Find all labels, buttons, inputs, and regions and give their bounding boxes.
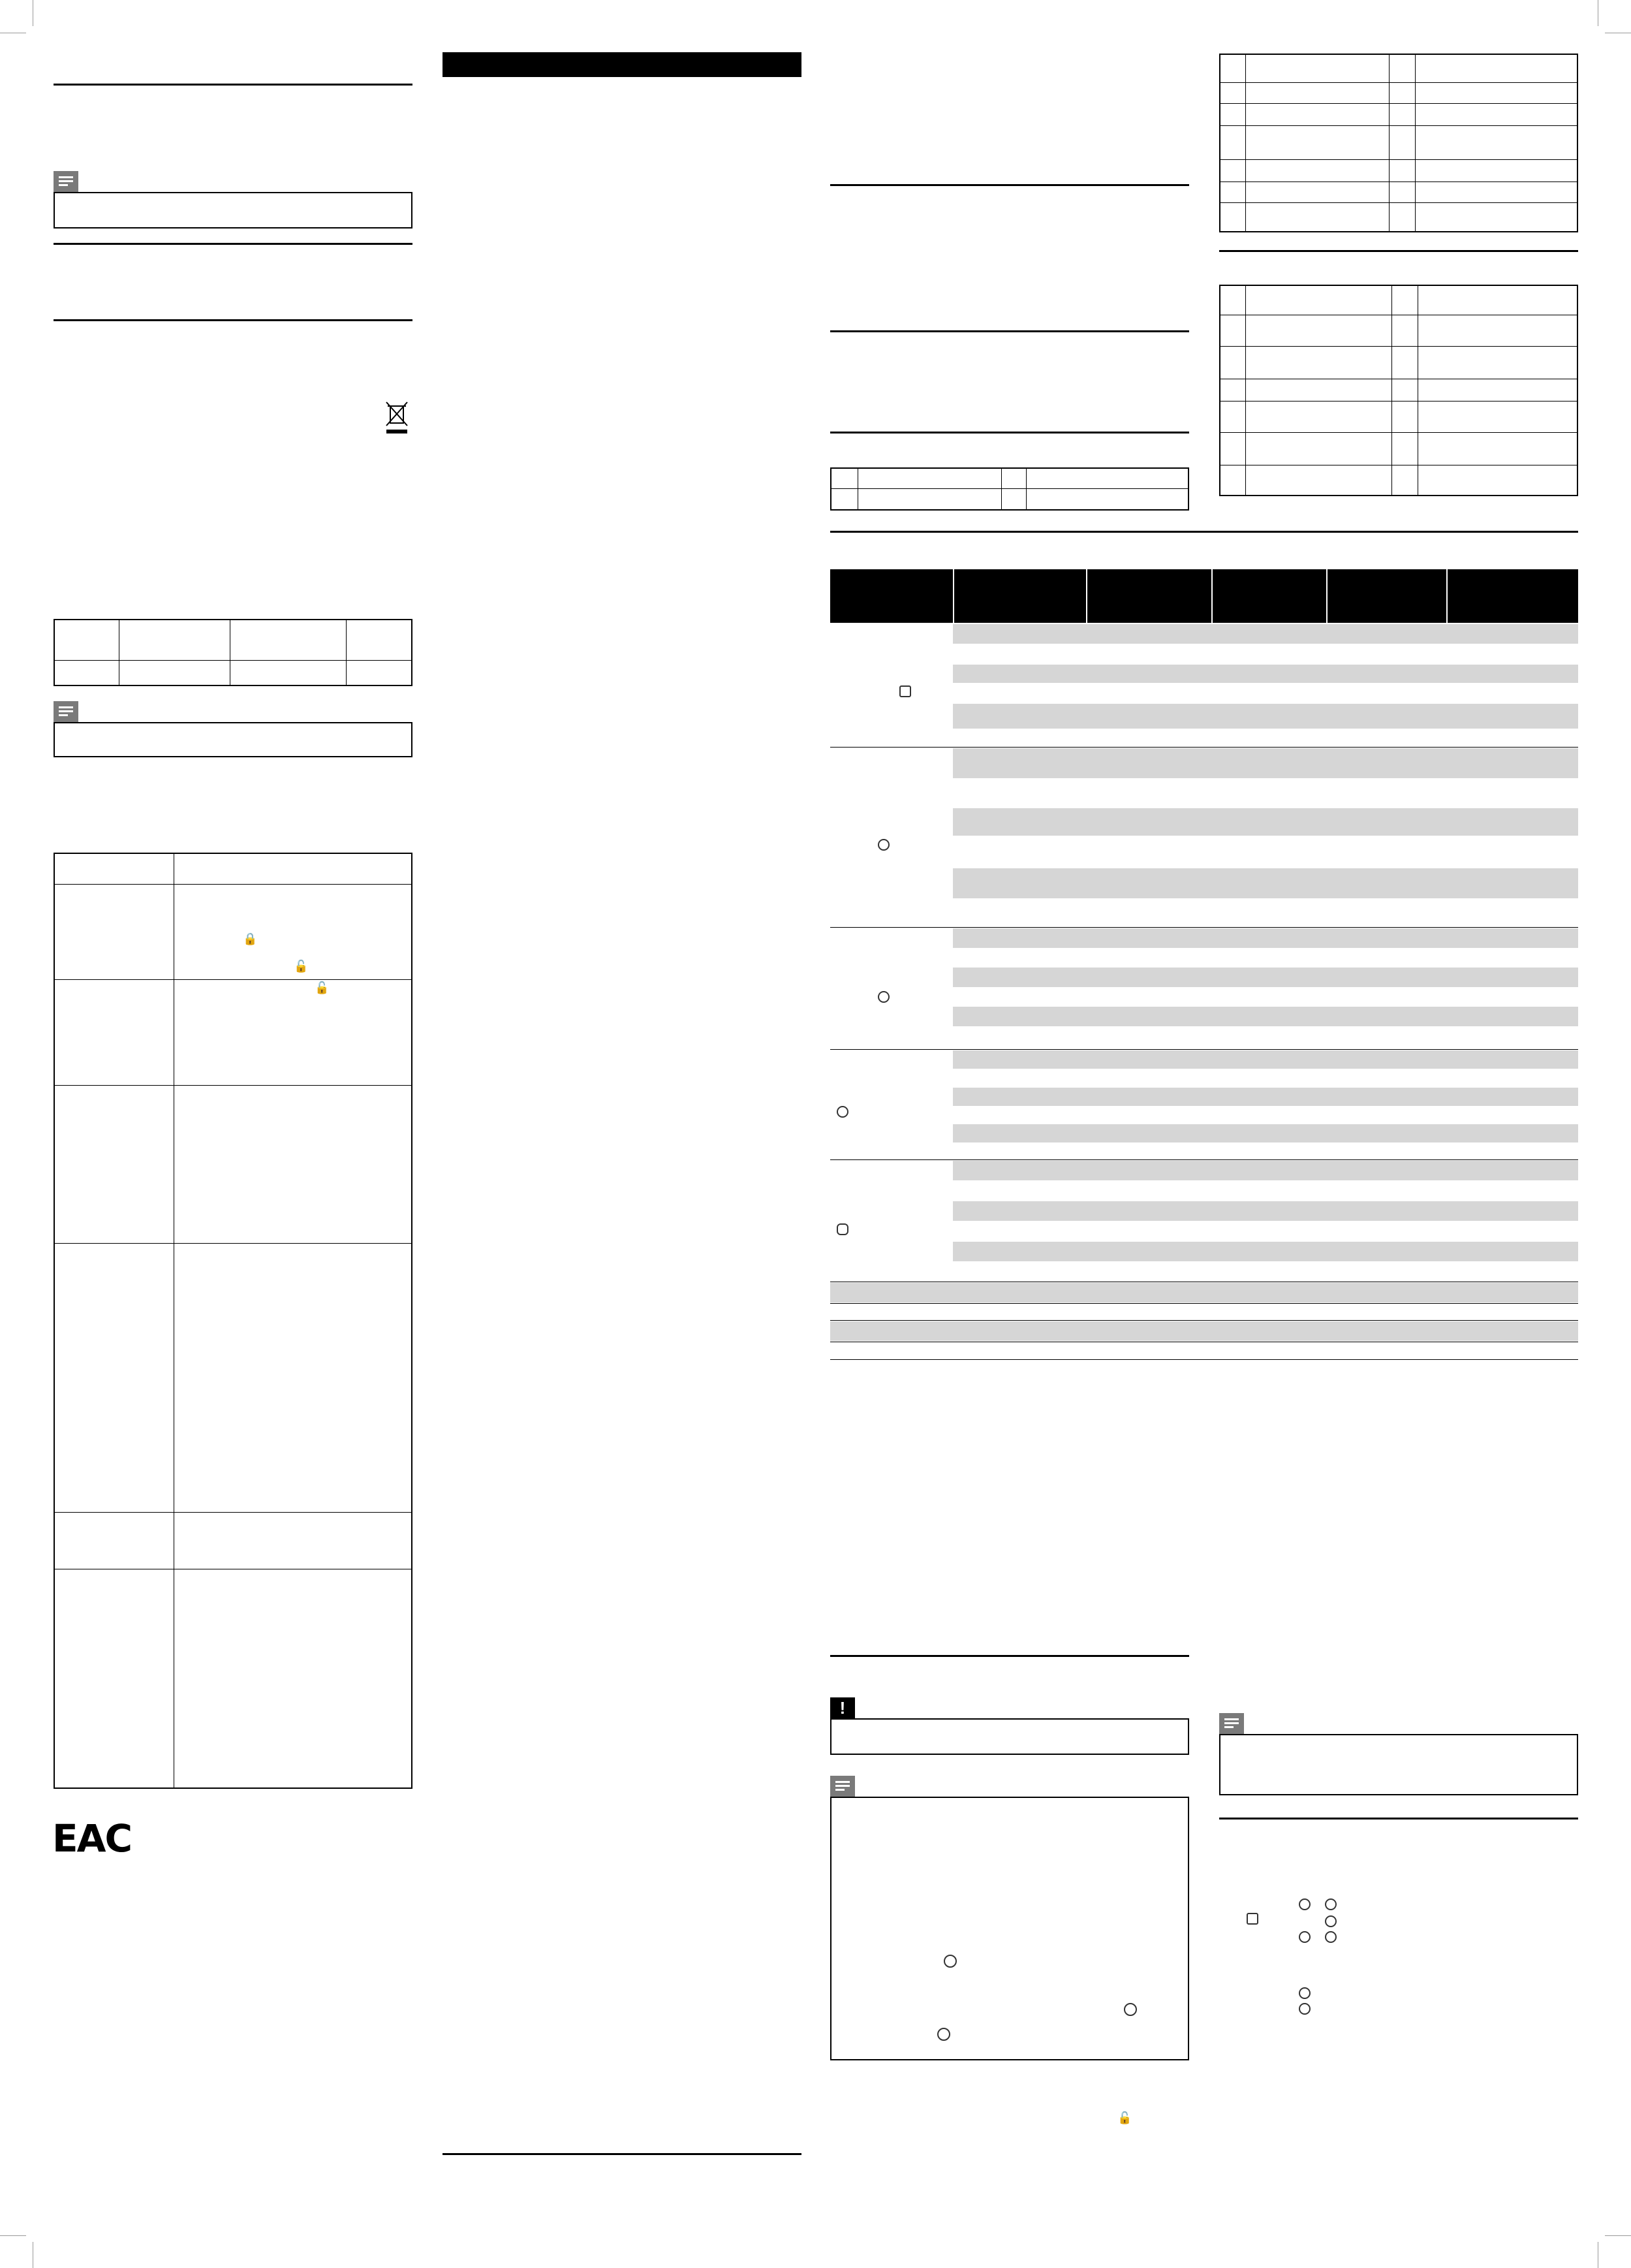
table-row-divider <box>1219 346 1578 347</box>
table-col-divider <box>1245 285 1246 496</box>
header-col-divider <box>1326 569 1328 623</box>
table-row-divider <box>1219 401 1578 402</box>
table-row-divider <box>54 1085 412 1086</box>
header-col-divider <box>1086 569 1087 623</box>
unlock-icon: 🔓 <box>294 960 309 973</box>
header-col-divider <box>1211 569 1213 623</box>
program-icon <box>899 685 911 697</box>
table-row <box>953 1242 1578 1261</box>
section-rule <box>443 2153 801 2155</box>
crop-mark <box>0 2235 26 2236</box>
table-row <box>953 1201 1578 1221</box>
table-row-divider <box>1219 432 1578 433</box>
lock-icon: 🔒 <box>243 932 258 946</box>
table-row <box>953 868 1578 898</box>
confirm-icon <box>1325 1915 1337 1927</box>
eac-mark: EAC <box>52 1816 132 1861</box>
crop-mark <box>1605 2235 1631 2236</box>
row-divider <box>830 1303 1578 1304</box>
confirm-icon <box>1299 1931 1311 1943</box>
confirm-icon <box>1325 1931 1337 1943</box>
table-col-divider <box>1026 467 1027 511</box>
note-box <box>1219 1734 1578 1795</box>
confirm-icon <box>1299 1898 1311 1910</box>
program-icon <box>837 1106 848 1118</box>
section-rule <box>830 330 1189 332</box>
table-row-divider <box>54 660 412 661</box>
table-row-divider <box>1219 125 1578 126</box>
table-col-divider <box>1245 54 1246 232</box>
unlock-icon: 🔓 <box>315 981 330 995</box>
section-rule <box>830 184 1189 186</box>
warning-icon: ! <box>830 1697 855 1718</box>
group-divider <box>830 1049 1578 1050</box>
table-col-divider <box>1415 54 1416 232</box>
crossed-bin-icon <box>385 400 409 435</box>
program-icon <box>878 839 890 851</box>
table-row <box>953 928 1578 948</box>
table-row-divider <box>1219 159 1578 160</box>
parts-table <box>1219 54 1578 232</box>
timer-icon <box>1124 2003 1137 2016</box>
program-icon <box>878 991 890 1003</box>
table-row-divider <box>54 1243 412 1244</box>
table-col-divider <box>346 619 347 686</box>
section-rule <box>830 432 1189 433</box>
note-icon <box>54 171 78 192</box>
table-header <box>830 569 1578 623</box>
table-row <box>953 665 1578 683</box>
table-row <box>953 1161 1578 1180</box>
group-divider <box>830 927 1578 928</box>
section-rule <box>54 319 412 321</box>
unlock-icon: 🔓 <box>1117 2111 1132 2125</box>
note-box <box>830 1797 1189 2060</box>
table-row <box>953 1124 1578 1142</box>
header-col-divider <box>953 569 954 623</box>
table-col-divider <box>1391 285 1392 496</box>
table-row <box>953 1050 1578 1069</box>
section-rule <box>1219 1818 1578 1819</box>
troubleshooting-table <box>54 853 412 1789</box>
note-box <box>54 192 412 228</box>
confirm-icon <box>1299 2003 1311 2015</box>
group-divider <box>830 747 1578 748</box>
table-row <box>830 1321 1578 1341</box>
table-row-divider <box>1219 82 1578 83</box>
section-rule <box>830 531 1578 533</box>
table-row-divider <box>1219 103 1578 104</box>
table-row <box>953 968 1578 987</box>
confirm-icon <box>1325 1898 1337 1910</box>
table-row <box>953 624 1578 644</box>
table-col-divider <box>1001 467 1002 511</box>
table-row <box>953 1088 1578 1106</box>
program-icon <box>837 1223 848 1235</box>
note-box <box>54 722 412 757</box>
table-row-divider <box>1219 181 1578 182</box>
note-icon <box>54 701 78 722</box>
table-bottom <box>830 1359 1578 1360</box>
table-row-divider <box>54 979 412 980</box>
section-rule <box>54 243 412 245</box>
table-row-divider <box>1219 202 1578 203</box>
table-row <box>953 748 1578 778</box>
section-rule <box>1219 250 1578 252</box>
section-rule <box>830 1655 1189 1657</box>
table-col-divider <box>1389 54 1390 232</box>
timer-icon <box>937 2028 950 2041</box>
note-icon <box>830 1776 855 1797</box>
group-divider <box>830 1159 1578 1160</box>
row-divider <box>830 1320 1578 1321</box>
table-row <box>830 1283 1578 1302</box>
warning-box <box>830 1718 1189 1755</box>
table-row <box>953 808 1578 836</box>
program-icon <box>1247 1913 1258 1925</box>
timer-icon <box>944 1955 957 1968</box>
spec-table <box>54 619 412 686</box>
note-icon <box>1219 1713 1244 1734</box>
table-row <box>953 704 1578 729</box>
table-row-divider <box>830 488 1189 489</box>
language-header-bar <box>443 52 801 77</box>
table-row-divider <box>54 1512 412 1513</box>
table-row-divider <box>54 884 412 885</box>
table-row <box>953 1007 1578 1026</box>
confirm-icon <box>1299 1987 1311 1999</box>
header-col-divider <box>1446 569 1448 623</box>
section-rule <box>54 84 412 86</box>
parts-table <box>830 467 1189 511</box>
